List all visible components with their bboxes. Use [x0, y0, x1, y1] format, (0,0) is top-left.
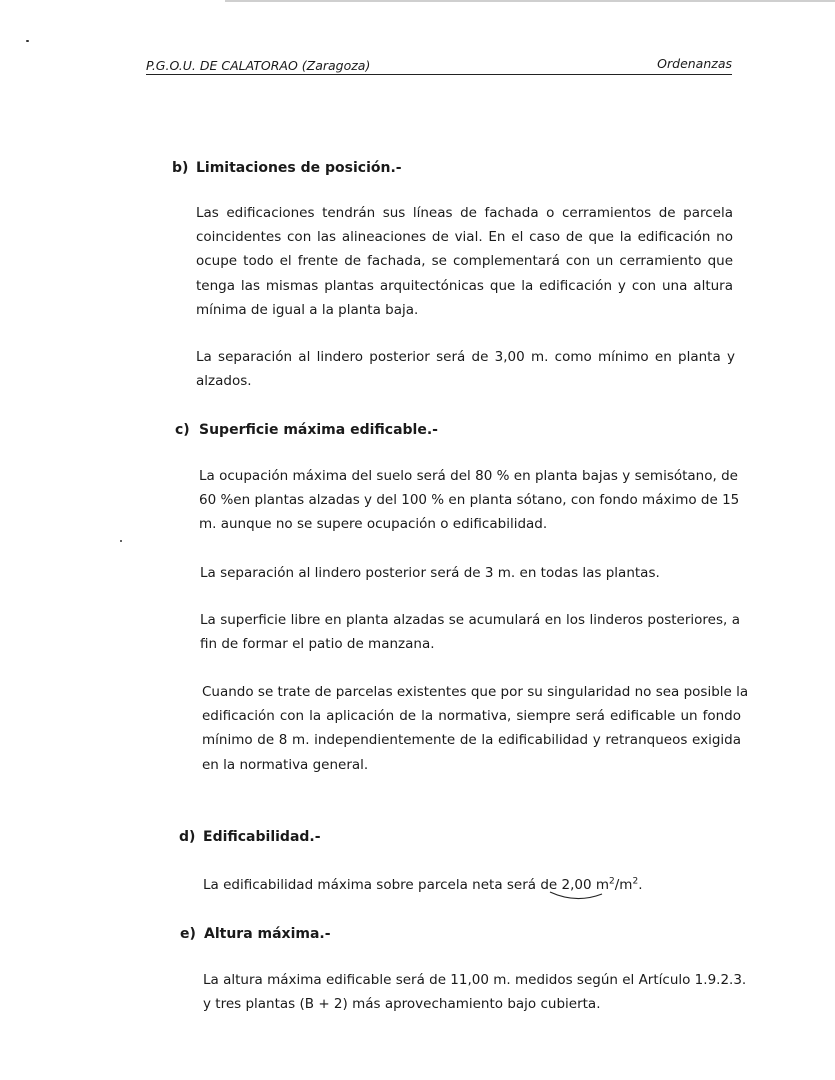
section-d-title: Edificabilidad.- [203, 829, 321, 845]
text-line: 60 %en plantas alzadas y del 100 % en planta sótano, con fondo máximo de 15 [199, 492, 740, 509]
text-run: /m [614, 877, 633, 893]
section-b-letter: b) [172, 160, 189, 176]
text-line: La separación al lindero posterior será de 3 m. en todas las plantas. [200, 565, 660, 581]
superscript: 2 [609, 876, 615, 887]
superscript: 2 [632, 876, 639, 887]
section-e-paragraph-1 [203, 968, 745, 1016]
text-line: en la normativa general. [202, 756, 369, 773]
scan-speck [120, 540, 122, 542]
text-line: y tres plantas (B + 2) más aprovechamiento bajo cubierta. [203, 996, 601, 1013]
section-name: Ordenanzas [657, 56, 732, 71]
section-c-title: Superficie máxima edificable.- [199, 422, 438, 438]
text-line: alzados. [196, 373, 252, 390]
section-c-paragraph-2 [200, 561, 739, 585]
text-line: mínima de igual a la planta baja. [196, 301, 419, 318]
text-line: La superficie libre en planta alzadas se acumulará en los linderos posteriores, a [200, 612, 740, 628]
text-line: La ocupación máxima del suelo será del 80 % en planta bajas y semisótano, de [199, 468, 738, 484]
section-e-title: Altura máxima.- [204, 926, 331, 942]
text-line: Cuando se trate de parcelas existentes que por su singularidad no sea posible la [202, 684, 749, 700]
section-c-letter: c) [175, 422, 190, 438]
scan-edge-line [225, 0, 835, 2]
section-c-paragraph-3 [200, 608, 740, 656]
text-line: m. aunque no se supere ocupación o edificabilidad. [199, 516, 548, 533]
text-line: mínimo de 8 m. independientemente de la edificabilidad y retranqueos exigida [202, 732, 741, 749]
text-line: La separación al lindero posterior será de 3,00 m. como mínimo en planta y [196, 349, 735, 365]
section-b-title: Limitaciones de posición.- [196, 160, 402, 176]
section-c-paragraph-4 [202, 680, 749, 777]
section-b-paragraph-1 [196, 201, 733, 322]
text-line: tenga las mismas plantas arquitectónicas que la edificación y con una altura [196, 277, 733, 294]
section-c-heading [175, 422, 438, 438]
text-run: La edificabilidad máxima sobre parcela neta será de 2,00 m [203, 877, 610, 893]
page-header [146, 54, 732, 75]
section-b-heading [172, 160, 402, 176]
section-b-paragraph-2 [196, 345, 735, 393]
section-c-paragraph-1 [199, 464, 738, 537]
text-line: fin de formar el patio de manzana. [200, 636, 435, 653]
section-d-letter: d) [179, 829, 196, 845]
text-line: edificación con la aplicación de la normativa, siempre será edificable un fondo [202, 708, 741, 725]
section-e-heading [180, 926, 331, 942]
text-line: ocupe todo el frente de fachada, se complementará con un cerramiento que [196, 253, 733, 270]
section-e-letter: e) [180, 926, 196, 942]
section-d-paragraph-1 [203, 873, 743, 897]
handwritten-underline-mark [548, 890, 604, 902]
text-line: Las edificaciones tendrán sus líneas de fachada o cerramientos de parcela [196, 205, 733, 221]
text-line: coincidentes con las alineaciones de vial. En el caso de que la edificación no [196, 229, 733, 246]
text-line: La altura máxima edificable será de 11,00 m. medidos según el Artículo 1.9.2.3. [203, 972, 747, 988]
document-title: P.G.O.U. DE CALATORAO (Zaragoza) [146, 58, 371, 73]
section-d-heading [179, 829, 321, 845]
scan-speck [26, 40, 29, 42]
text-run: . [638, 877, 643, 893]
